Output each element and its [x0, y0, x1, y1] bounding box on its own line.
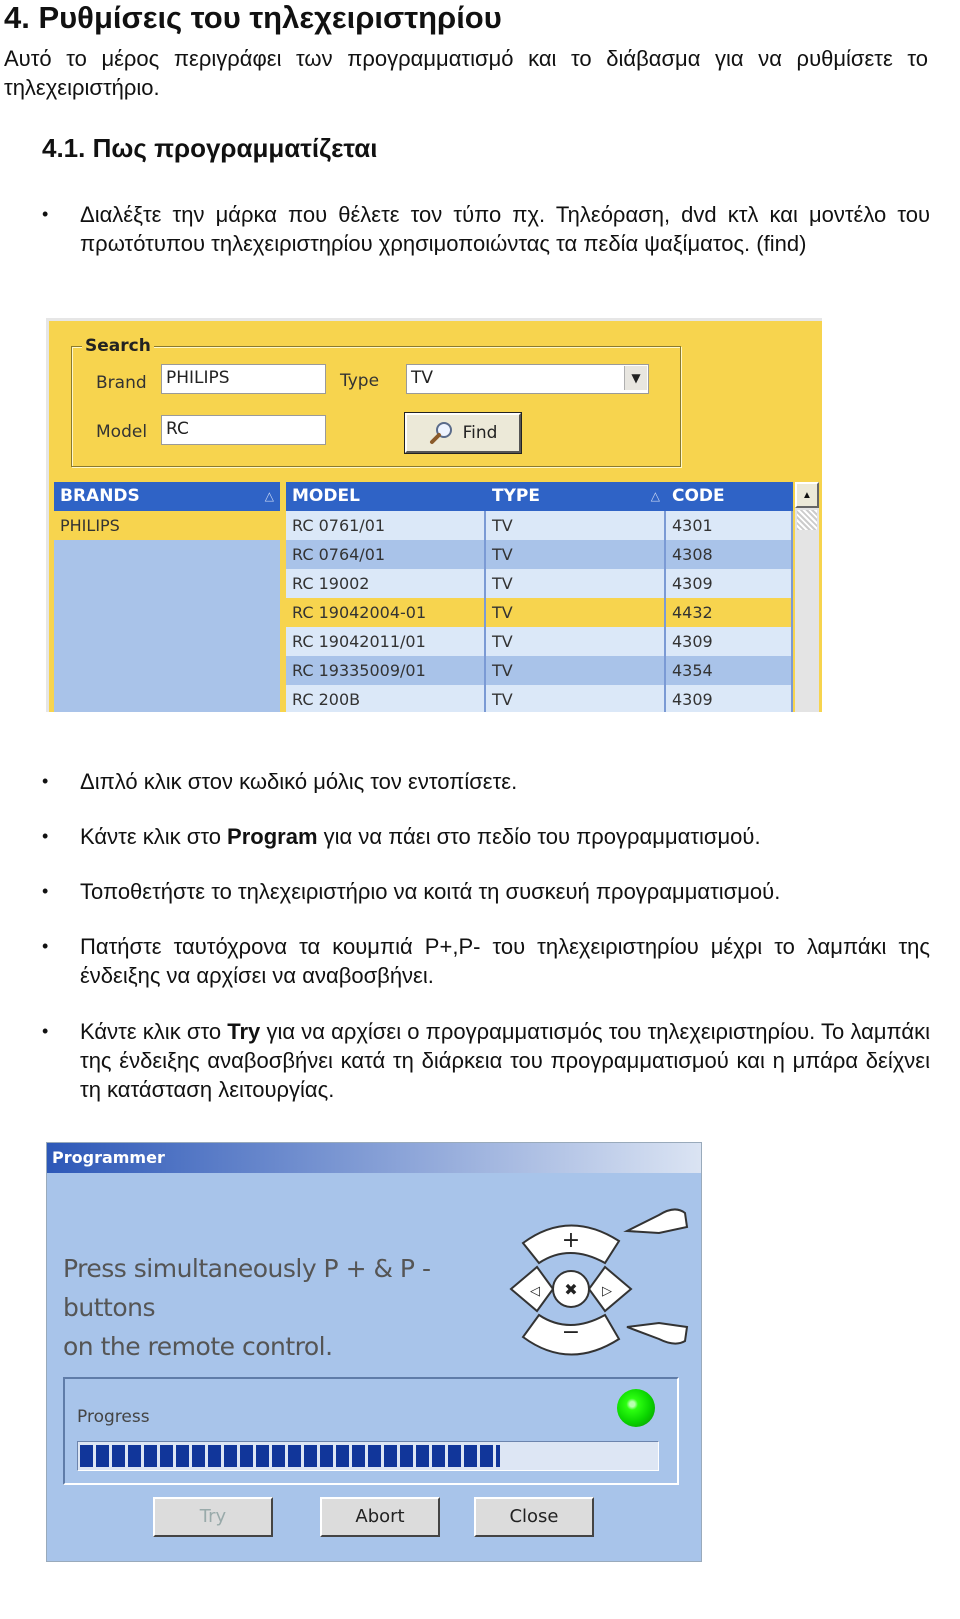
cell-type[interactable]: TV — [486, 598, 666, 627]
bullet-press-buttons: • Πατήστε ταυτόχρονα τα κουμπιά P+,P- του τηλεχειριστηρίου μέχρι το λαμπάκι της ένδειξης να αρχίσει να αναβοσβήνει. — [80, 932, 930, 990]
cell-model[interactable]: RC 200B — [286, 685, 486, 712]
bullet-click-program: • Κάντε κλικ στο Program για να πάει στο πεδίο του προγραμματισμού. — [80, 822, 930, 851]
find-button-label: Find — [462, 423, 498, 443]
brand-list-item[interactable]: PHILIPS — [54, 511, 280, 540]
section-heading: 4. Ρυθμίσεις του τηλεχειριστηρίου — [4, 0, 502, 35]
try-button[interactable]: Try — [153, 1497, 273, 1537]
type-label: Type — [340, 371, 380, 391]
programmer-instruction: Press simultaneously P + & P - buttons on the remote control. — [63, 1254, 431, 1361]
status-led-icon — [617, 1389, 655, 1427]
chevron-down-icon[interactable]: ▼ — [624, 366, 647, 390]
close-button[interactable]: Close — [474, 1497, 594, 1537]
abort-button[interactable]: Abort — [320, 1497, 440, 1537]
bullet-click-try: • Κάντε κλικ στο Try για να αρχίσει ο προγραμματισμός του τηλεχειριστηρίου. Το λαμπάκι της ένδειξης αναβοσβήνει κατά τη διάρκεια του προγραμματισμού και η μπάρα δείχνει τη κατάσταση λειτουργίας. — [80, 1017, 930, 1104]
svg-text:◁: ◁ — [530, 1284, 540, 1299]
column-header-type[interactable]: TYPE △ — [486, 482, 666, 511]
cell-type[interactable]: TV — [486, 627, 666, 656]
progress-bar — [77, 1441, 659, 1471]
find-button[interactable] — [405, 413, 521, 453]
svg-text:✖: ✖ — [564, 1280, 578, 1299]
programmer-window — [46, 1142, 702, 1562]
cell-code[interactable]: 4301 — [666, 511, 793, 540]
cell-type[interactable]: TV — [486, 540, 666, 569]
type-select-value: TV — [411, 368, 434, 388]
progress-group — [63, 1377, 679, 1485]
results-grid[interactable] — [286, 482, 793, 712]
table-row[interactable] — [286, 540, 793, 569]
cell-model[interactable]: RC 19042011/01 — [286, 627, 486, 656]
model-label: Model — [96, 422, 148, 442]
cell-model[interactable]: RC 19042004-01 — [286, 598, 486, 627]
table-row[interactable] — [286, 627, 793, 656]
cell-code[interactable]: 4309 — [666, 685, 793, 712]
cell-model[interactable]: RC 19335009/01 — [286, 656, 486, 685]
cell-code[interactable]: 4309 — [666, 627, 793, 656]
intro-paragraph: Αυτό το μέρος περιγράφει των προγραμματισμό και το διάβασμα για να ρυθμίσετε το τηλεχειριστήριο. — [4, 46, 928, 100]
column-header-model[interactable]: MODEL — [286, 482, 486, 511]
cell-type[interactable]: TV — [486, 685, 666, 712]
remote-control-icon — [509, 1191, 697, 1381]
cell-code[interactable]: 4432 — [666, 598, 793, 627]
svg-text:−: − — [561, 1320, 581, 1345]
progress-label: Progress — [77, 1407, 150, 1427]
sort-icon: △ — [650, 489, 660, 503]
table-row[interactable] — [286, 569, 793, 598]
brands-list[interactable] — [54, 482, 280, 712]
brand-input[interactable]: PHILIPS — [161, 364, 326, 394]
bullet-select-brand: • Διαλέξτε την μάρκα που θέλετε τον τύπο πχ. Τηλεόραση, dvd κτλ και μοντέλο του πρωτότυπου τηλεχειριστηρίου χρησιμοποιώντας τα πεδία ψαξίματος. (find) — [80, 200, 930, 258]
column-header-code[interactable]: CODE — [666, 482, 793, 511]
subsection-heading: 4.1. Πως προγραμματίζεται — [42, 133, 378, 163]
cell-code[interactable]: 4308 — [666, 540, 793, 569]
search-legend: Search — [82, 336, 154, 356]
scroll-up-icon[interactable]: ▲ — [795, 482, 819, 508]
type-select[interactable] — [406, 364, 649, 394]
table-row[interactable] — [286, 656, 793, 685]
brands-header[interactable]: BRANDS △ — [54, 482, 280, 511]
search-screenshot — [46, 318, 822, 712]
program-keyword: Program — [227, 824, 318, 849]
magnifier-icon — [429, 421, 455, 445]
bullet-point-remote: • Τοποθετήστε το τηλεχειριστήριο να κοιτά τη συσκευή προγραμματισμού. — [80, 877, 930, 906]
table-row[interactable] — [286, 598, 793, 627]
cell-code[interactable]: 4354 — [666, 656, 793, 685]
grid-scrollbar[interactable] — [795, 482, 819, 712]
cell-code[interactable]: 4309 — [666, 569, 793, 598]
svg-text:+: + — [561, 1228, 581, 1253]
cell-type[interactable]: TV — [486, 656, 666, 685]
brand-label: Brand — [96, 373, 147, 393]
cell-type[interactable]: TV — [486, 511, 666, 540]
table-row[interactable] — [286, 685, 793, 712]
cell-type[interactable]: TV — [486, 569, 666, 598]
cell-model[interactable]: RC 0761/01 — [286, 511, 486, 540]
try-keyword: Try — [227, 1019, 261, 1044]
model-input[interactable]: RC — [161, 415, 326, 445]
sort-icon: △ — [264, 489, 274, 503]
table-row[interactable] — [286, 511, 793, 540]
svg-text:▷: ▷ — [602, 1284, 612, 1299]
bullet-double-click: • Διπλό κλικ στον κωδικό μόλις τον εντοπίσετε. — [80, 767, 930, 796]
scroll-track[interactable] — [797, 510, 817, 530]
window-title: Programmer — [47, 1143, 702, 1173]
progress-bar-fill — [80, 1445, 500, 1467]
cell-model[interactable]: RC 19002 — [286, 569, 486, 598]
cell-model[interactable]: RC 0764/01 — [286, 540, 486, 569]
